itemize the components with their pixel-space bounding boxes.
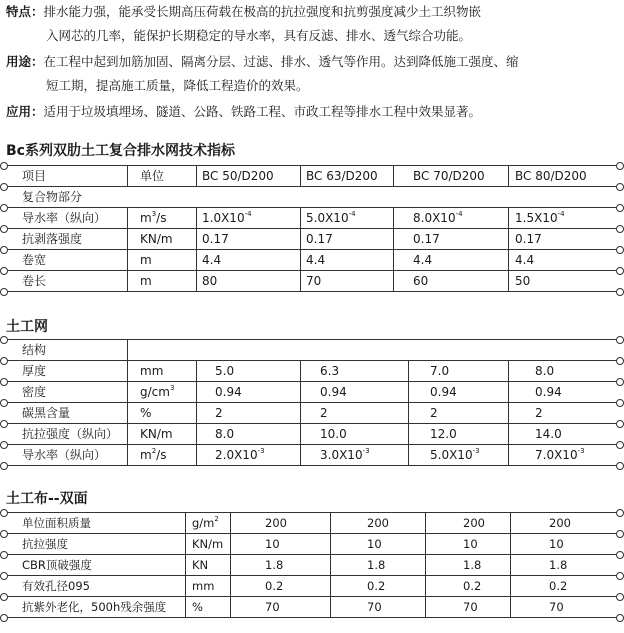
section-label: 结构: [22, 343, 47, 357]
table-rule: [6, 360, 618, 361]
table-divider: [393, 165, 394, 186]
row-value: 70: [463, 600, 478, 614]
features-text-1: 排水能力强，能承受长期高压荷载在极高的抗拉强度和抗剪强度减少土工织物嵌: [43, 4, 482, 19]
row-value: $5.0X10^{-3}$: [430, 447, 480, 462]
row-value: 4.4: [202, 253, 222, 267]
row-value: 70: [265, 600, 280, 614]
row-value: 12.0: [430, 427, 457, 441]
row-value: 10.0: [320, 427, 347, 441]
table-divider: [508, 165, 509, 186]
row-value: 80: [202, 274, 218, 288]
header-model: BC 70/D200: [413, 169, 485, 183]
section-label: 复合物部分: [22, 190, 83, 204]
row-value: 2: [320, 406, 328, 420]
row-value: $1.5X10^{-4}$: [515, 210, 565, 225]
table-rule: [6, 465, 618, 466]
table-rule: [6, 575, 618, 576]
header-item: 项目: [22, 169, 47, 183]
table-rule: [6, 617, 618, 618]
row-value: 200: [463, 516, 485, 530]
row-label: 抗剥落强度: [22, 232, 83, 246]
features-paragraph: [6, 0, 618, 48]
row-label: 单位面积质量: [22, 516, 91, 530]
row-value: 1.8: [463, 558, 482, 572]
row-value: 1.8: [367, 558, 386, 572]
row-value: 0.2: [549, 579, 568, 593]
row-value: $7.0X10^{-3}$: [535, 447, 585, 462]
table-divider: [408, 360, 409, 465]
row-label: 抗拉强度: [22, 537, 68, 551]
apps-text: 适用于垃圾填埋场、隧道、公路、铁路工程、市政工程等排水工程中效果显著。: [43, 104, 482, 119]
row-value: 6.3: [320, 364, 340, 378]
table3: [0, 512, 624, 619]
row-unit: mm: [140, 364, 164, 378]
table-divider: [330, 512, 331, 617]
table1-title: Bc系列双肋土工复合排水网技术指标: [6, 143, 235, 159]
uses-label: 用途：: [6, 54, 44, 69]
row-value: 70: [549, 600, 564, 614]
row-value: $5.0X10^{-4}$: [306, 210, 356, 225]
row-unit: mm: [192, 579, 215, 593]
features-text-2: 入网芯的几率，能保护长期稳定的导水率，具有反滤、排水、透气综合功能。: [46, 28, 472, 43]
row-value: 14.0: [535, 427, 562, 441]
row-value: 60: [413, 274, 429, 288]
table-divider: [393, 207, 394, 291]
row-label: 导水率（纵向）: [22, 448, 107, 462]
uses-text-2: 短工期，提高施工质量，降低工程造价的效果。: [46, 78, 309, 93]
table-divider: [185, 512, 186, 617]
table-divider: [300, 165, 301, 186]
apps-label: 应用：: [6, 104, 44, 119]
row-value: $1.0X10^{-4}$: [202, 210, 252, 225]
row-value: 0.17: [202, 232, 229, 246]
row-value: 8.0: [535, 364, 555, 378]
row-value: 10: [463, 537, 478, 551]
table-divider: [127, 165, 128, 186]
table-divider: [510, 512, 511, 617]
row-unit: m: [140, 274, 152, 288]
row-value: 0.2: [367, 579, 386, 593]
row-label: 抗紫外老化，500h残余强度: [22, 600, 167, 614]
row-unit: $m^2/s$: [140, 447, 167, 462]
row-label: 导水率（纵向）: [22, 211, 107, 225]
header-unit: 单位: [140, 169, 165, 183]
row-unit: m: [140, 253, 152, 267]
row-unit: %: [192, 600, 203, 614]
table-rule: [6, 512, 618, 513]
row-label: 抗拉强度（纵向）: [22, 427, 119, 441]
row-value: 4.4: [306, 253, 326, 267]
row-value: $2.0X10^{-3}$: [215, 447, 265, 462]
row-unit: $g/cm^3$: [140, 384, 175, 399]
row-value: 0.94: [535, 385, 562, 399]
row-unit: %: [140, 406, 152, 420]
row-value: 0.17: [515, 232, 542, 246]
row-value: 5.0: [215, 364, 235, 378]
row-value: 1.8: [549, 558, 568, 572]
row-value: 1.8: [265, 558, 284, 572]
row-unit: $g/m^2$: [192, 515, 219, 530]
row-label: 卷宽: [22, 253, 47, 267]
row-value: 50: [515, 274, 531, 288]
row-value: 0.17: [413, 232, 440, 246]
table-divider: [196, 360, 197, 465]
row-label: 碳黑含量: [22, 406, 71, 420]
uses-paragraph: [6, 50, 618, 98]
row-unit: KN: [192, 558, 209, 572]
row-label: 厚度: [22, 364, 47, 378]
row-label: CBR顶破强度: [22, 558, 92, 572]
row-value: 70: [306, 274, 322, 288]
row-value: 10: [265, 537, 280, 551]
header-model: BC 50/D200: [202, 169, 274, 183]
row-value: 4.4: [515, 253, 535, 267]
row-value: 8.0: [215, 427, 235, 441]
row-value: 4.4: [413, 253, 433, 267]
row-value: 2: [215, 406, 223, 420]
row-unit: KN/m: [140, 232, 173, 246]
row-value: 0.94: [215, 385, 242, 399]
row-value: 2: [535, 406, 543, 420]
row-value: 70: [367, 600, 382, 614]
table-rule: [6, 291, 618, 292]
row-value: 2: [430, 406, 438, 420]
row-value: 0.2: [265, 579, 284, 593]
row-value: 0.94: [320, 385, 347, 399]
row-value: $3.0X10^{-3}$: [320, 447, 370, 462]
table-rule: [6, 533, 618, 534]
row-unit: KN/m: [140, 427, 173, 441]
table2: [0, 339, 624, 467]
table2-title: 土工网: [6, 319, 48, 335]
row-value: $8.0X10^{-4}$: [413, 210, 463, 225]
features-label: 特点：: [6, 4, 44, 19]
row-unit: $m^3/s$: [140, 210, 167, 225]
table-divider: [196, 165, 197, 186]
table-divider: [508, 207, 509, 291]
row-value: 10: [367, 537, 382, 551]
row-value: 0.94: [430, 385, 457, 399]
row-value: 200: [265, 516, 287, 530]
header-model: BC 63/D200: [306, 169, 378, 183]
table-divider: [300, 207, 301, 291]
row-value: 0.17: [306, 232, 333, 246]
table-rule: [6, 339, 618, 340]
table-divider: [196, 207, 197, 291]
row-label: 卷长: [22, 274, 47, 288]
table1: [0, 165, 624, 293]
row-value: 0.2: [463, 579, 482, 593]
table-rule: [6, 554, 618, 555]
table-divider: [425, 512, 426, 617]
table-rule: [6, 381, 618, 382]
table-divider: [508, 360, 509, 465]
table-divider: [127, 207, 128, 291]
table-divider: [230, 512, 231, 617]
apps-paragraph: [6, 100, 618, 124]
table-divider: [127, 339, 128, 465]
table-rule: [6, 402, 618, 403]
table-rule: [6, 186, 618, 187]
row-value: 10: [549, 537, 564, 551]
uses-text-1: 在工程中起到加筋加固、隔离分层、过滤、排水、透气等作用。达到降低施工强度、缩: [43, 54, 519, 69]
table3-title: 土工布--双面: [6, 491, 88, 507]
row-value: 200: [549, 516, 571, 530]
row-label: 有效孔径095: [22, 579, 90, 593]
row-value: 200: [367, 516, 389, 530]
row-unit: KN/m: [192, 537, 224, 551]
row-value: 7.0: [430, 364, 450, 378]
header-model: BC 80/D200: [515, 169, 587, 183]
table-divider: [300, 360, 301, 465]
row-label: 密度: [22, 385, 47, 399]
